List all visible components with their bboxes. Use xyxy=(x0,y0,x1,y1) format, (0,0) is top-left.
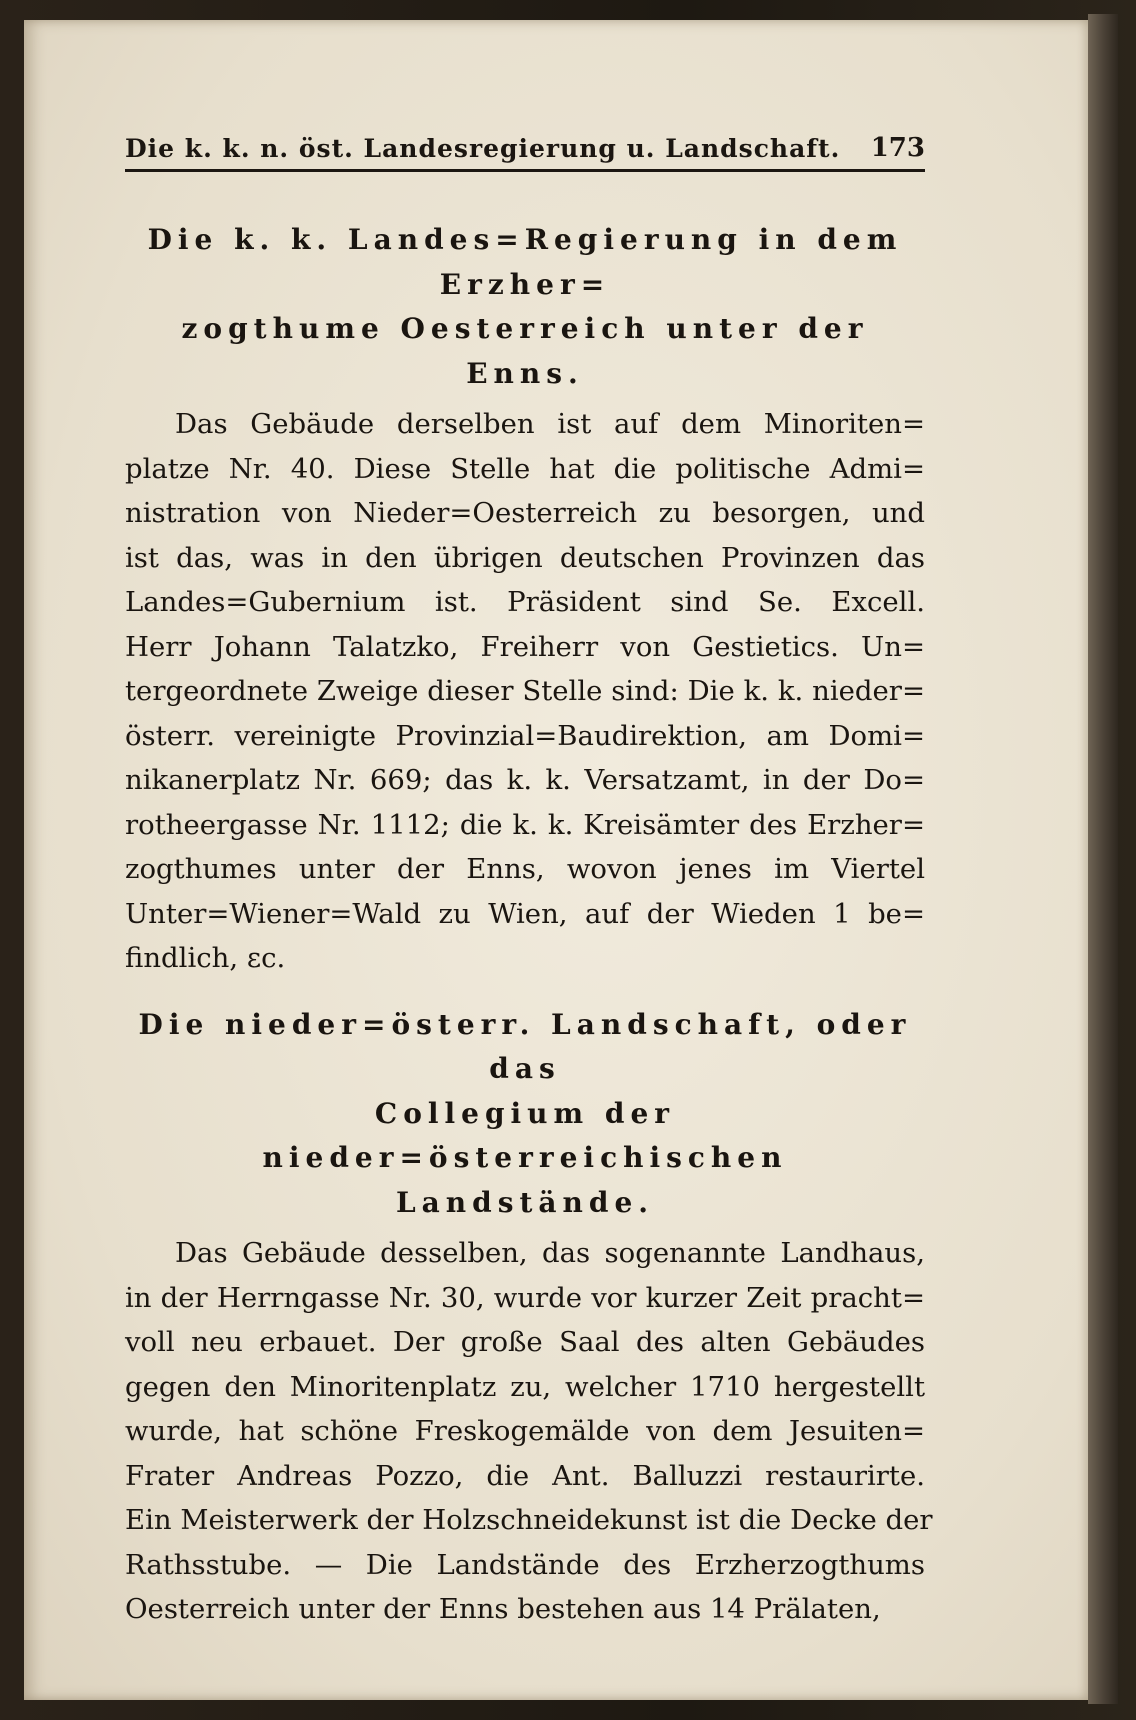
text-line: ist das, was in den übrigen deutschen Provinzen das xyxy=(125,541,925,574)
heading-line: Die nieder=österr. Landschaft, oder das xyxy=(138,1007,912,1085)
heading-line: Collegium der nieder=österreichischen xyxy=(262,1096,788,1174)
text-line: Ein Meisterwerk der Holzschneidekunst ist die Decke der xyxy=(125,1504,933,1536)
text-line: Landes=Gubernium ist. Präsident sind Se. Excell. xyxy=(125,586,925,618)
running-title: Die k. k. n. öst. Landesregierung u. Landschaft. xyxy=(125,134,841,163)
text-line: gegen den Minoritenplatz zu, welcher 1710 hergestellt xyxy=(125,1370,925,1403)
text-line: Unter=Wiener=Wald zu Wien, auf der Wieden 1 be= xyxy=(125,897,925,930)
text-line: platze Nr. 40. Diese Stelle hat die politische Admi= xyxy=(125,452,925,485)
text-line: voll neu erbauet. Der große Saal des alten Gebäudes xyxy=(125,1326,925,1358)
section1-paragraph xyxy=(125,402,925,981)
text-line: wurde, hat schöne Freskogemälde von dem Jesuiten= xyxy=(125,1415,925,1447)
text-line: nistration von Nieder=Oesterreich zu besorgen, und xyxy=(125,497,925,529)
text-line: Herr Johann Talatzko, Freiherr von Gestietics. Un= xyxy=(125,630,925,663)
text-line: findlich, ɛc. xyxy=(125,942,286,974)
text-line: tergeordnete Zweige dieser Stelle sind: Die k. k. nieder= xyxy=(125,675,925,707)
section1-heading xyxy=(125,218,925,396)
text-line: Frater Andreas Pozzo, die Ant. Balluzzi restaurirte. xyxy=(125,1459,925,1492)
text-line: Rathsstube. — Die Landstände des Erzherzogthums xyxy=(125,1548,925,1581)
section2-heading xyxy=(125,1003,925,1226)
text-line: zogthumes unter der Enns, wovon jenes im Viertel xyxy=(125,853,925,885)
text-line: rotheergasse Nr. 1112; die k. k. Kreisämter des Erzher= xyxy=(125,808,925,841)
heading-line: Die k. k. Landes=Regierung in dem Erzher= xyxy=(147,223,903,301)
text-line: in der Herrngasse Nr. 30, wurde vor kurzer Zeit pracht= xyxy=(125,1281,925,1314)
page-number: 173 xyxy=(870,133,925,163)
book-page-edge xyxy=(1088,14,1118,1704)
text-line: Oesterreich unter der Enns bestehen aus 14 Prälaten, xyxy=(125,1593,881,1625)
page-content xyxy=(125,218,933,1632)
text-line: Das Gebäude derselben ist auf dem Minoriten= xyxy=(175,408,925,440)
text-line: österr. vereinigte Provinzial=Baudirektion, am Domi= xyxy=(125,719,925,752)
section2-paragraph xyxy=(125,1231,933,1632)
text-line: nikanerplatz Nr. 669; das k. k. Versatzamt, in der Do= xyxy=(125,764,925,796)
running-head xyxy=(125,128,925,172)
text-line: Das Gebäude desselben, das sogenannte Landhaus, xyxy=(175,1237,925,1269)
heading-line: Landstände. xyxy=(395,1185,655,1219)
heading-line: zogthume Oesterreich unter der Enns. xyxy=(181,312,869,390)
